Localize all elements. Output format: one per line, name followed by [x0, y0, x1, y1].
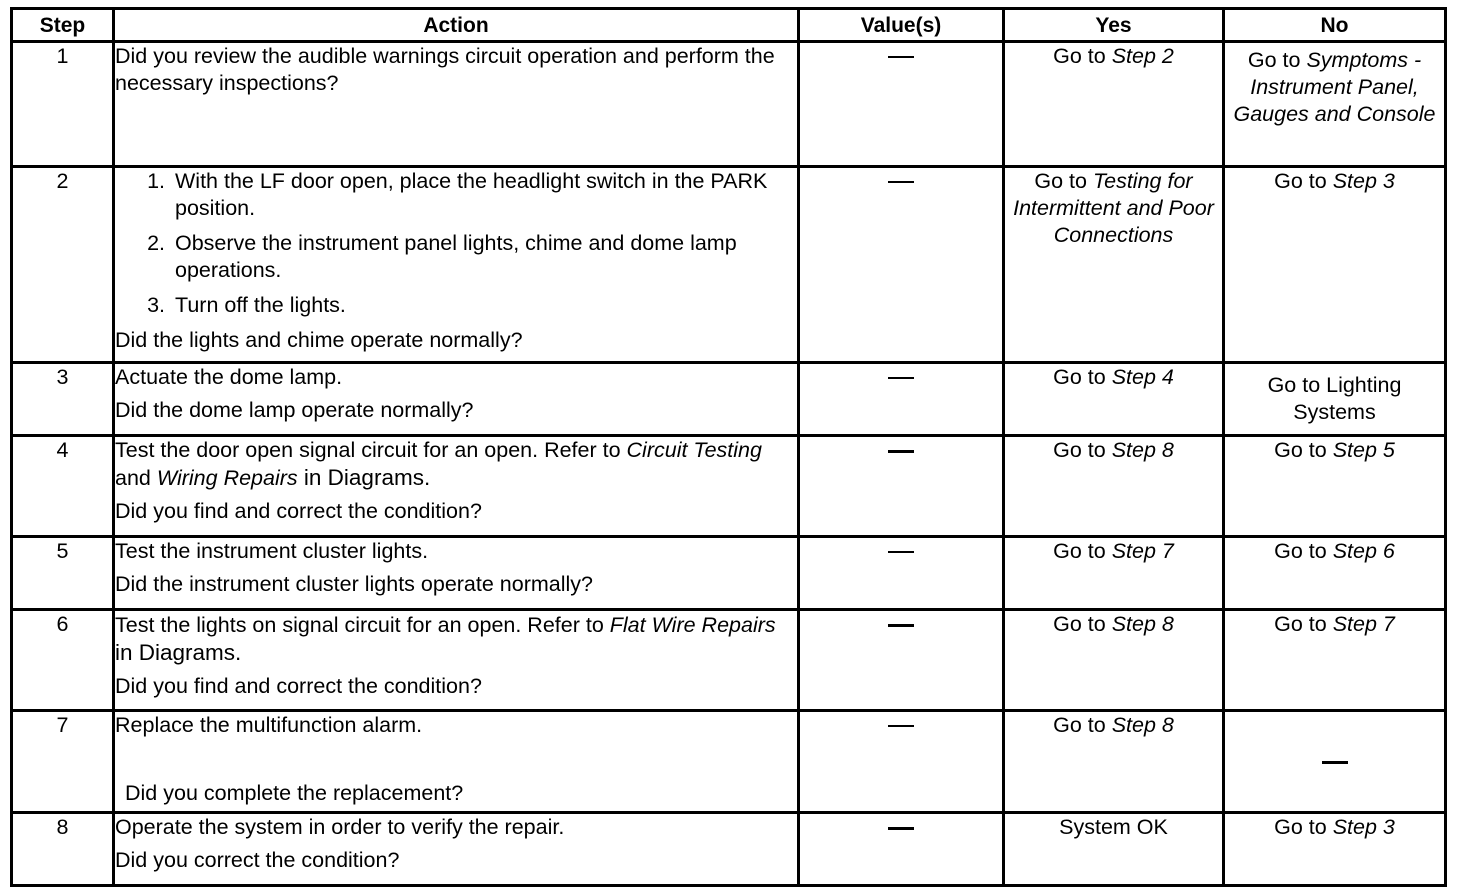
yes-prefix: Go to: [1053, 438, 1112, 462]
yes-ref: Step 8: [1111, 612, 1174, 636]
diagnostic-table: [10, 7, 1447, 887]
yes-prefix: Go to: [1053, 44, 1112, 68]
action-ref: Circuit Testing: [626, 438, 762, 462]
action-text-part: in Diagrams.: [115, 640, 242, 665]
action-cell: [114, 813, 799, 886]
yes-prefix: Go to: [1053, 612, 1112, 636]
yes-prefix: Go to: [1034, 169, 1093, 193]
action-step: 1. With the LF door open, place the headlight switch in the PARK position.: [171, 168, 797, 222]
yes-cell: [1004, 813, 1224, 886]
header-values: Value(s): [799, 9, 1004, 42]
action-question: Did you find and correct the condition?: [115, 499, 482, 523]
action-text: Actuate the dome lamp.: [115, 365, 343, 389]
value-dash: [888, 450, 914, 453]
action-cell: [114, 537, 799, 610]
action-question: Did you correct the condition?: [115, 848, 400, 872]
no-ref: Step 6: [1332, 539, 1395, 563]
yes-ref: Step 8: [1111, 713, 1174, 737]
header-yes: Yes: [1004, 9, 1224, 42]
action-cell: [114, 167, 799, 363]
no-cell: [1224, 711, 1446, 813]
action-text-part: Test the lights on signal circuit for an open. Refer to: [115, 613, 610, 637]
no-prefix: Go to: [1274, 438, 1333, 462]
action-text-part: Test the door open signal circuit for an open. Refer to: [115, 438, 627, 462]
step-number: 1: [12, 42, 114, 167]
table-row: [12, 363, 1446, 436]
no-cell: [1224, 537, 1446, 610]
no-ref: Step 3: [1332, 815, 1395, 839]
action-cell: [114, 711, 799, 813]
yes-cell: [1004, 610, 1224, 711]
step-number: 7: [12, 711, 114, 813]
table-row: [12, 537, 1446, 610]
table-row: [12, 42, 1446, 167]
no-cell: [1224, 813, 1446, 886]
value-cell: [799, 537, 1004, 610]
no-prefix: Go to: [1274, 815, 1333, 839]
table-row: [12, 711, 1446, 813]
action-text: [115, 611, 797, 667]
yes-text: System OK: [1059, 815, 1168, 839]
table-row: [12, 610, 1446, 711]
header-row: [12, 9, 1446, 42]
action-cell: [114, 610, 799, 711]
action-question: Did the lights and chime operate normally?: [115, 328, 523, 352]
yes-cell: [1004, 711, 1224, 813]
action-step: 2. Observe the instrument panel lights, chime and dome lamp operations.: [171, 230, 797, 284]
no-cell: [1224, 363, 1446, 436]
no-ref: Step 7: [1332, 612, 1395, 636]
action-text-part: and: [115, 466, 157, 490]
no-cell: [1224, 167, 1446, 363]
value-dash: [888, 181, 914, 183]
no-prefix: Go to: [1247, 48, 1307, 72]
value-cell: [799, 610, 1004, 711]
yes-cell: [1004, 42, 1224, 167]
header-step: Step: [12, 9, 114, 42]
value-dash: [888, 827, 914, 830]
action-text: Test the instrument cluster lights.: [115, 539, 429, 563]
no-ref: Step 5: [1332, 438, 1395, 462]
yes-cell: [1004, 436, 1224, 537]
action-step: 3. Turn off the lights.: [171, 292, 797, 319]
action-cell: [114, 436, 799, 537]
no-prefix: Go to: [1274, 612, 1333, 636]
action-text: Operate the system in order to verify the repair.: [115, 815, 565, 839]
yes-ref: Step 2: [1111, 44, 1174, 68]
table-row: [12, 167, 1446, 363]
step-number: 5: [12, 537, 114, 610]
no-cell: [1224, 436, 1446, 537]
yes-prefix: Go to: [1053, 539, 1112, 563]
value-cell: [799, 167, 1004, 363]
no-cell: [1224, 610, 1446, 711]
value-cell: [799, 711, 1004, 813]
action-ref: Wiring Repairs: [156, 466, 298, 490]
no-text: Go to Lighting Systems: [1267, 373, 1402, 424]
action-question: Did you complete the replacement?: [125, 781, 464, 805]
action-cell: [114, 42, 799, 167]
step-number: 3: [12, 363, 114, 436]
action-question: Did you find and correct the condition?: [115, 674, 482, 698]
step-number: 4: [12, 436, 114, 537]
header-no: No: [1224, 9, 1446, 42]
yes-prefix: Go to: [1053, 365, 1112, 389]
value-dash: [888, 725, 914, 727]
no-dash: [1322, 761, 1348, 764]
action-cell: [114, 363, 799, 436]
action-question: Did the dome lamp operate normally?: [115, 398, 474, 422]
value-cell: [799, 363, 1004, 436]
no-cell: [1224, 42, 1446, 167]
yes-ref: Step 4: [1111, 365, 1174, 389]
value-dash: [888, 56, 914, 58]
action-ref: Flat Wire Repairs: [609, 613, 776, 637]
value-cell: [799, 42, 1004, 167]
action-text: Replace the multifunction alarm.: [115, 713, 423, 737]
table-row: [12, 436, 1446, 537]
yes-ref: Step 7: [1111, 539, 1174, 563]
no-ref: Symptoms - Instrument Panel, Gauges and Console: [1233, 48, 1436, 126]
action-text: [115, 437, 797, 492]
yes-ref: Testing for Intermittent and Poor Connections: [1013, 169, 1214, 247]
value-dash: [888, 551, 914, 553]
no-prefix: Go to: [1274, 169, 1333, 193]
no-prefix: Go to: [1274, 539, 1333, 563]
action-text: Did you review the audible warnings circuit operation and perform the necessary inspections?: [115, 44, 775, 95]
table-row: [12, 813, 1446, 886]
step-number: 8: [12, 813, 114, 886]
value-dash: [888, 377, 914, 379]
value-cell: [799, 436, 1004, 537]
header-action: Action: [114, 9, 799, 42]
yes-cell: [1004, 167, 1224, 363]
step-number: 6: [12, 610, 114, 711]
step-number: 2: [12, 167, 114, 363]
yes-cell: [1004, 537, 1224, 610]
yes-prefix: Go to: [1053, 713, 1112, 737]
action-question: Did the instrument cluster lights operate normally?: [115, 572, 593, 596]
yes-cell: [1004, 363, 1224, 436]
yes-ref: Step 8: [1111, 438, 1174, 462]
value-dash: [888, 624, 914, 627]
action-step-list: [115, 168, 797, 319]
value-cell: [799, 813, 1004, 886]
no-ref: Step 3: [1332, 169, 1395, 193]
action-text-part: in Diagrams.: [297, 465, 431, 490]
